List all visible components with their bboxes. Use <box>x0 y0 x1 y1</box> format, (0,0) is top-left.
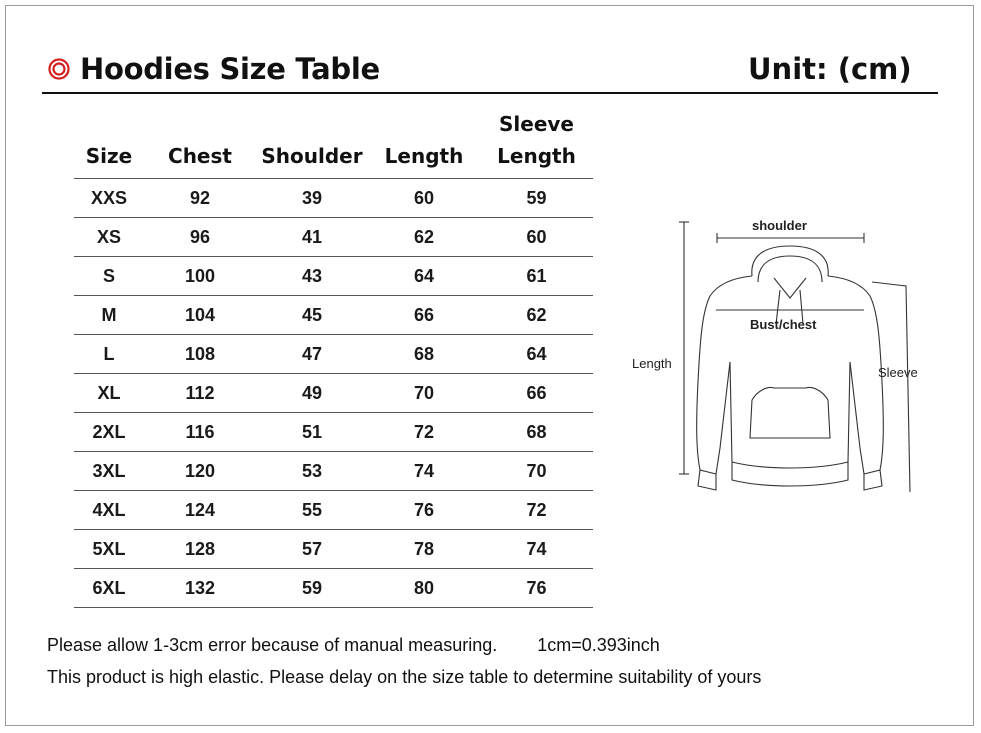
table-cell: 68 <box>368 335 480 374</box>
table-cell: 59 <box>256 569 368 608</box>
table-cell: XS <box>74 218 144 257</box>
column-header-length: Length <box>368 102 480 179</box>
table-cell: 66 <box>368 296 480 335</box>
table-cell: 78 <box>368 530 480 569</box>
column-header-sleeve-length <box>480 102 593 179</box>
table-cell: 116 <box>144 413 256 452</box>
table-cell: XXS <box>74 179 144 218</box>
table-cell: 64 <box>480 335 593 374</box>
table-cell: 62 <box>480 296 593 335</box>
table-cell: 108 <box>144 335 256 374</box>
table-cell: 76 <box>480 569 593 608</box>
table-row <box>74 530 593 569</box>
unit-label: Unit: (cm) <box>748 52 912 86</box>
table-cell: 128 <box>144 530 256 569</box>
table-header-row <box>74 102 593 179</box>
table-cell: 55 <box>256 491 368 530</box>
table-cell: 96 <box>144 218 256 257</box>
conversion-note: 1cm=0.393inch <box>537 635 660 655</box>
table-cell: M <box>74 296 144 335</box>
table-cell: 66 <box>480 374 593 413</box>
table-cell: 4XL <box>74 491 144 530</box>
table-cell: 51 <box>256 413 368 452</box>
table-row <box>74 296 593 335</box>
table-cell: 59 <box>480 179 593 218</box>
hoodie-measurement-diagram <box>624 212 934 502</box>
table-cell: 53 <box>256 452 368 491</box>
notes <box>47 632 761 696</box>
table-cell: S <box>74 257 144 296</box>
table-cell: 61 <box>480 257 593 296</box>
table-cell: 70 <box>480 452 593 491</box>
table-cell: 60 <box>480 218 593 257</box>
column-header-shoulder: Shoulder <box>256 102 368 179</box>
table-cell: 80 <box>368 569 480 608</box>
table-cell: 74 <box>368 452 480 491</box>
column-header-size: Size <box>74 102 144 179</box>
size-table <box>74 102 593 608</box>
table-cell: 124 <box>144 491 256 530</box>
sleeve-length-header-text: Sleeve Length <box>497 112 576 168</box>
table-cell: 112 <box>144 374 256 413</box>
table-cell: 6XL <box>74 569 144 608</box>
table-cell: 45 <box>256 296 368 335</box>
table-row <box>74 452 593 491</box>
table-cell: 47 <box>256 335 368 374</box>
table-cell: 60 <box>368 179 480 218</box>
title-row <box>48 52 380 86</box>
table-cell: 39 <box>256 179 368 218</box>
table-cell: 57 <box>256 530 368 569</box>
table-cell: 41 <box>256 218 368 257</box>
table-cell: 68 <box>480 413 593 452</box>
table-cell: 104 <box>144 296 256 335</box>
table-row <box>74 335 593 374</box>
table-cell: 92 <box>144 179 256 218</box>
table-cell: 74 <box>480 530 593 569</box>
table-row <box>74 491 593 530</box>
table-cell: 64 <box>368 257 480 296</box>
page-title: Hoodies Size Table <box>80 52 380 86</box>
table-row <box>74 374 593 413</box>
table-row <box>74 257 593 296</box>
table-cell: 72 <box>480 491 593 530</box>
table-cell: L <box>74 335 144 374</box>
table-row <box>74 179 593 218</box>
column-header-chest: Chest <box>144 102 256 179</box>
shoulder-label: shoulder <box>752 218 807 233</box>
table-cell: 100 <box>144 257 256 296</box>
table-cell: XL <box>74 374 144 413</box>
title-divider <box>42 92 938 94</box>
table-cell: 70 <box>368 374 480 413</box>
elastic-note: This product is high elastic. Please delay on the size table to determine suitability of yours <box>47 667 762 687</box>
table-cell: 132 <box>144 569 256 608</box>
table-row <box>74 569 593 608</box>
table-cell: 72 <box>368 413 480 452</box>
note-line-2 <box>47 664 761 696</box>
table-cell: 62 <box>368 218 480 257</box>
table-cell: 5XL <box>74 530 144 569</box>
table-cell: 49 <box>256 374 368 413</box>
double-circle-icon <box>48 58 70 80</box>
sleeve-label: Sleeve <box>878 365 918 380</box>
note-line-1 <box>47 632 761 664</box>
length-label: Length <box>632 356 672 371</box>
table-cell: 76 <box>368 491 480 530</box>
bust-chest-label: Bust/chest <box>750 317 817 332</box>
table-row <box>74 218 593 257</box>
table-cell: 120 <box>144 452 256 491</box>
table-row <box>74 413 593 452</box>
table-cell: 43 <box>256 257 368 296</box>
error-note: Please allow 1-3cm error because of manual measuring. <box>47 635 498 655</box>
table-cell: 3XL <box>74 452 144 491</box>
table-cell: 2XL <box>74 413 144 452</box>
